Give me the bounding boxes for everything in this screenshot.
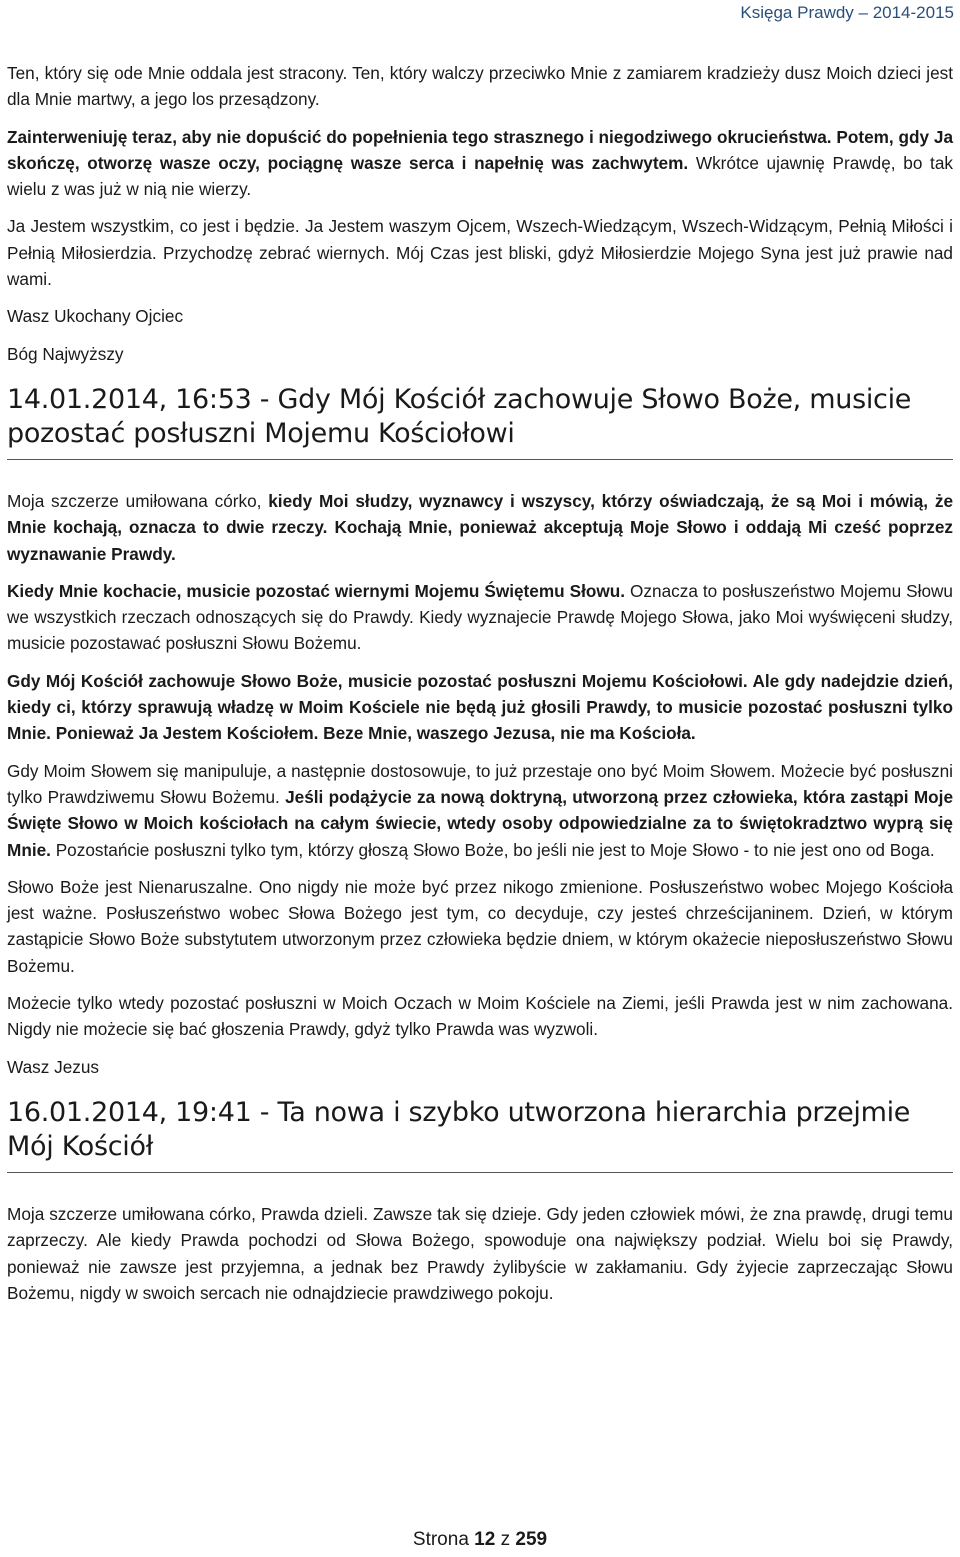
paragraph: Gdy Mój Kościół zachowuje Słowo Boże, musicie pozostać posłuszni Mojemu Kościołowi. Ale gdy nadejdzie dzień, kiedy ci, którzy sprawują władzę w Moim Kościele nie będą już głosili Prawdy, to musicie pozostać posłuszni tylko Mnie. Ponieważ Ja Jestem Kościołem. Beze Mnie, waszego Jezusa, nie ma Kościoła. [7,670,953,744]
page-number: 12 [474,1529,496,1550]
page-total: 259 [515,1529,548,1550]
text: Wkrótce ujawnię Prawdę, bo tak wielu z was już w nią nie wierzy. [7,152,953,200]
text: Pozostańcie posłuszni tylko tym, którzy głoszą Słowo Boże, bo jeśli nie jest to Moje Słowo - to nie jest ono od Boga. [50,839,935,860]
footer-prefix: Strona [412,1529,475,1550]
signature: Bóg Najwyższy [7,343,124,364]
running-header: Księga Prawdy – 2014-2015 [740,3,954,22]
bold-text: Kiedy Mnie kochacie, musicie pozostać wiernymi Mojemu Świętemu Słowu. [7,580,626,601]
page-content [7,60,953,1317]
paragraph: Moja szczerze umiłowana córko, Prawda dzieli. Zawsze tak się dzieje. Gdy jeden człowiek mówi, że zna prawdę, drugi temu zaprzeczy. Ale kiedy Prawda pochodzi od Słowa Bożego, spowoduje ona największy podział. Wielu boi się Prawdy, ponieważ nie zawsze jest przyjemna, a jednak bez Prawdy żylibyście w zakłamaniu. Gdy żyjecie zaprzeczając Słowu Bożemu, nigdy w swoich sercach nie odnajdziecie prawdziwego pokoju. [7,1203,953,1303]
bold-text: kiedy Moi słudzy, wyznawcy i wszyscy, którzy oświadczają, że są Moi i mówią, że Mnie kochają, oznacza to dwie rzeczy. Kochają Mnie, ponieważ akceptują Moje Słowo i oddają Mi cześć poprzez wyznawanie Prawdy. [7,490,953,564]
paragraph: Ja Jestem wszystkim, co jest i będzie. Ja Jestem waszym Ojcem, Wszech-Wiedzącym, Wszech-Widzącym, Pełnią Miłości i Pełnią Miłosierdzia. Przychodzę zebrać wiernych. Mój Czas jest bliski, gdyż Miłosierdzie Mojego Syna jest już prawie nad wami. [7,216,953,290]
signature: Wasz Ukochany Ojciec [7,306,184,327]
paragraph: Słowo Boże jest Nienaruszalne. Ono nigdy nie może być przez nikogo zmienione. Posłuszeństwo wobec Mojego Kościoła jest ważne. Posłuszeństwo wobec Słowa Bożego jest tym, co decyduje, czy jesteś chrześcijaninem. Dzień, w którym zastąpicie Słowo Boże substytutem utworzonym przez człowieka będzie dniem, w którym okażecie nieposłuszeństwo Słowu Bożemu. [7,876,953,976]
paragraph [7,488,953,567]
bold-text: Zainterweniuję teraz, aby nie dopuścić do popełnienia tego strasznego i niegodziwego okrucieństwa. Potem, gdy Ja skończę, otworzę wasze oczy, pociągnę wasze serca i napełnię was zachwytem. [7,126,953,173]
footer-mid: z [495,1529,516,1550]
section-heading: 16.01.2014, 19:41 - Ta nowa i szybko utworzona hierarchia przejmie Mój Kościół [7,1096,953,1173]
paragraph: Ten, który się ode Mnie oddala jest stracony. Ten, który walczy przeciwko Mnie z zamiarem kradzieży dusz Moich dzieci jest dla Mnie martwy, a jego los przesądzony. [7,63,953,110]
page-footer [0,1529,960,1551]
text: Oznacza to posłuszeństwo Mojemu Słowu we wszystkich rzeczach odnoszących się do Prawdy. Kiedy wyznajecie Prawdę Mojego Słowa, jako Moi wyświęceni słudzy, musicie pozostawać posłuszni Słowu Bożemu. [7,580,953,654]
text: Gdy Moim Słowem się manipuluje, a następnie dostosowuje, to już przestaje ono być Moim Słowem. Możecie być posłuszni tylko Prawdziwemu Słowu Bożemu. [7,760,953,807]
paragraph [7,758,953,863]
bold-text: Jeśli podążycie za nową doktryną, utworzoną przez człowieka, która zastąpi Moje Święte Słowo w Moich kościołach na całym świecie, wtedy osoby odpowiedzialne za to świętokradztwo wyprą się Mnie. [7,786,954,860]
signature: Wasz Jezus [7,1056,100,1077]
text: Moja szczerze umiłowana córko, [7,490,269,511]
paragraph [7,124,953,203]
paragraph: Możecie tylko wtedy pozostać posłuszni w Moich Oczach w Moim Kościele na Ziemi, jeśli Prawda jest w nim zachowana. Nigdy nie możecie się bać głoszenia Prawdy, gdyż tylko Prawda was wyzwoli. [7,993,953,1040]
paragraph [7,578,953,657]
section-heading: 14.01.2014, 16:53 - Gdy Mój Kościół zachowuje Słowo Boże, musicie pozostać posłuszni Mojemu Kościołowi [7,383,953,460]
